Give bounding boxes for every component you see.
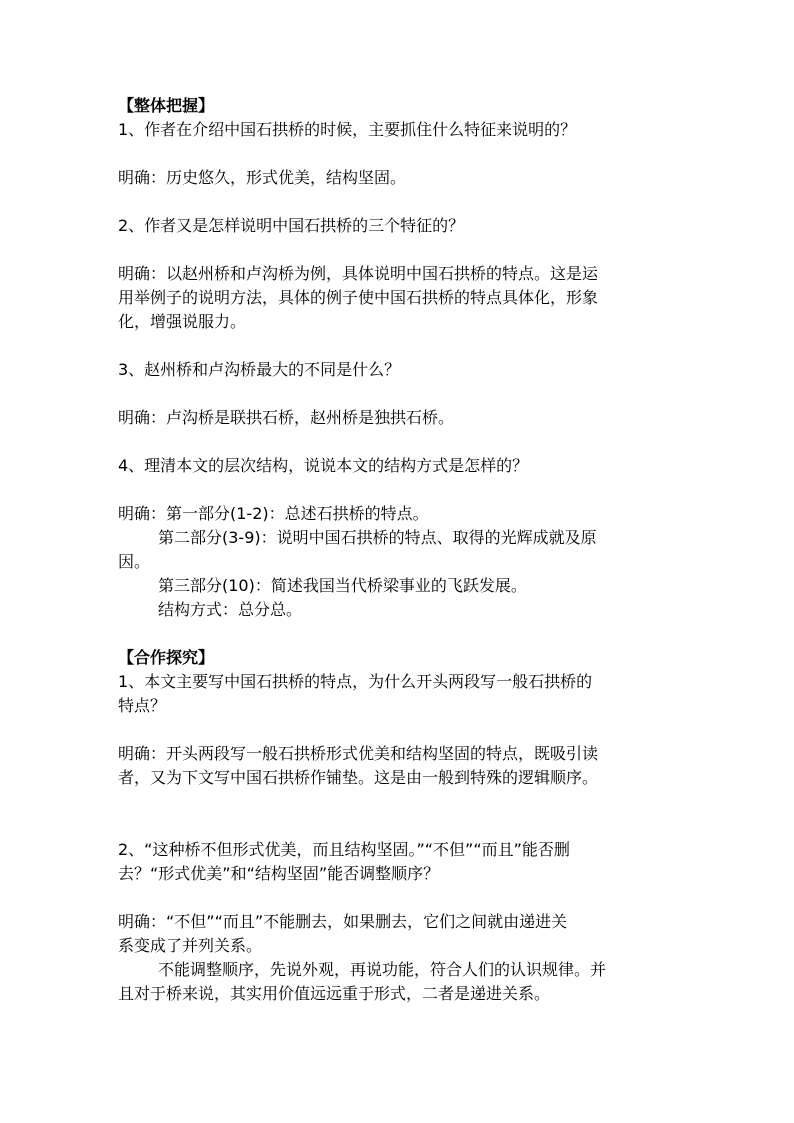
section-heading-overall: 【整体把握】 — [118, 96, 215, 115]
question-4: 4、理清本文的层次结构，说说本文的结构方式是怎样的？ — [118, 456, 529, 475]
section-heading-cooperative: 【合作探究】 — [118, 648, 215, 667]
coop-answer-2-line-4: 且对于桥来说，其实用价值远远重于形式，二者是递进关系。 — [118, 984, 551, 1003]
answer-4-line-2: 第二部分(3-9)：说明中国石拱桥的特点、取得的光辉成就及原 — [158, 528, 597, 547]
question-1: 1、作者在介绍中国石拱桥的时候，主要抓住什么特征来说明的？ — [118, 120, 577, 139]
document-page — [118, 94, 688, 1006]
answer-3: 明确：卢沟桥是联拱石桥，赵州桥是独拱石桥。 — [118, 408, 455, 427]
answer-1: 明确：历史悠久，形式优美，结构坚固。 — [118, 168, 407, 187]
coop-answer-2-line-2: 系变成了并列关系。 — [118, 936, 263, 955]
answer-2-line-1: 明确：以赵州桥和卢沟桥为例，具体说明中国石拱桥的特点。这是运 — [118, 264, 599, 283]
coop-answer-1-line-2: 者，又为下文写中国石拱桥作铺垫。这是由一般到特殊的逻辑顺序。 — [118, 768, 599, 787]
coop-question-1-line-2: 特点？ — [118, 696, 167, 715]
answer-4-line-1: 明确：第一部分(1-2)：总述石拱桥的特点。 — [118, 504, 429, 523]
coop-question-2-line-1: 2、“这种桥不但形式优美，而且结构坚固。”“不但”“而且”能否删 — [118, 840, 570, 859]
question-3: 3、赵州桥和卢沟桥最大的不同是什么？ — [118, 360, 401, 379]
coop-question-1-line-1: 1、本文主要写中国石拱桥的特点，为什么开头两段写一般石拱桥的 — [118, 672, 593, 691]
question-2: 2、作者又是怎样说明中国石拱桥的三个特征的？ — [118, 216, 465, 235]
coop-answer-2-line-1: 明确：“不但”“而且”不能删去，如果删去，它们之间就由递进关 — [118, 912, 568, 931]
answer-4-line-3: 因。 — [118, 552, 151, 571]
answer-2-line-2: 用举例子的说明方法，具体的例子使中国石拱桥的特点具体化，形象 — [118, 288, 599, 307]
coop-answer-1-line-1: 明确：开头两段写一般石拱桥形式优美和结构坚固的特点，既吸引读 — [118, 744, 599, 763]
answer-4-line-5: 结构方式：总分总。 — [158, 600, 303, 619]
answer-4-line-4: 第三部分(10)：简述我国当代桥梁事业的飞跃发展。 — [158, 576, 527, 595]
coop-question-2-line-2: 去？“形式优美”和“结构坚固”能否调整顺序？ — [118, 864, 440, 883]
coop-answer-2-line-3: 不能调整顺序，先说外观，再说功能，符合人们的认识规律。并 — [158, 960, 607, 979]
answer-2-line-3: 化，增强说服力。 — [118, 312, 247, 331]
